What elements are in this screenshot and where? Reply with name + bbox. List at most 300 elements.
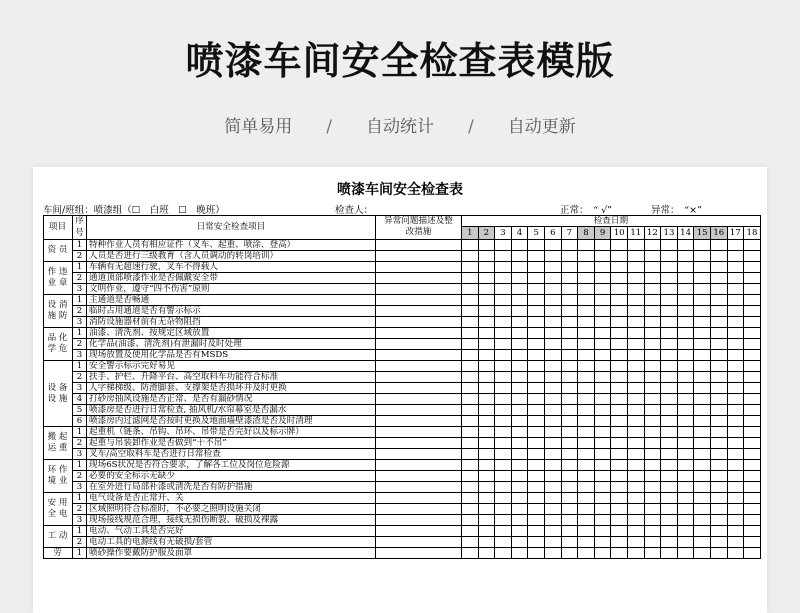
day-check-cell[interactable] [711,515,728,526]
day-check-cell[interactable] [528,416,545,427]
day-check-cell[interactable] [744,284,761,295]
day-check-cell[interactable] [595,317,612,328]
day-check-cell[interactable] [545,482,562,493]
day-check-cell[interactable] [545,317,562,328]
day-check-cell[interactable] [479,449,496,460]
day-check-cell[interactable] [562,449,579,460]
day-check-cell[interactable] [528,284,545,295]
day-check-cell[interactable] [545,493,562,504]
day-check-cell[interactable] [562,240,579,251]
day-check-cell[interactable] [744,262,761,273]
day-check-cell[interactable] [562,460,579,471]
day-check-cell[interactable] [711,328,728,339]
day-check-cell[interactable] [728,339,745,350]
day-check-cell[interactable] [545,438,562,449]
day-check-cell[interactable] [611,449,628,460]
day-check-cell[interactable] [611,394,628,405]
day-check-cell[interactable] [578,295,595,306]
day-check-cell[interactable] [545,284,562,295]
day-check-cell[interactable] [661,482,678,493]
day-check-cell[interactable] [728,449,745,460]
day-check-cell[interactable] [479,548,496,559]
day-check-cell[interactable] [645,240,662,251]
day-check-cell[interactable] [512,361,529,372]
day-check-cell[interactable] [512,482,529,493]
measure-cell[interactable] [376,284,462,295]
day-check-cell[interactable] [479,493,496,504]
day-check-cell[interactable] [512,504,529,515]
day-check-cell[interactable] [528,548,545,559]
day-check-cell[interactable] [661,328,678,339]
day-check-cell[interactable] [545,295,562,306]
day-check-cell[interactable] [545,339,562,350]
day-check-cell[interactable] [661,460,678,471]
day-check-cell[interactable] [545,537,562,548]
day-check-cell[interactable] [562,306,579,317]
day-check-cell[interactable] [495,548,512,559]
day-check-cell[interactable] [479,504,496,515]
day-check-cell[interactable] [578,361,595,372]
day-check-cell[interactable] [744,548,761,559]
day-check-cell[interactable] [744,273,761,284]
day-check-cell[interactable] [479,438,496,449]
day-check-cell[interactable] [512,284,529,295]
day-check-cell[interactable] [711,405,728,416]
day-check-cell[interactable] [711,372,728,383]
day-check-cell[interactable] [694,460,711,471]
measure-cell[interactable] [376,262,462,273]
day-check-cell[interactable] [628,394,645,405]
day-check-cell[interactable] [495,416,512,427]
day-check-cell[interactable] [628,240,645,251]
measure-cell[interactable] [376,328,462,339]
day-check-cell[interactable] [744,493,761,504]
day-check-cell[interactable] [479,284,496,295]
day-check-cell[interactable] [645,405,662,416]
measure-cell[interactable] [376,405,462,416]
day-check-cell[interactable] [678,317,695,328]
day-check-cell[interactable] [512,515,529,526]
day-check-cell[interactable] [694,317,711,328]
day-check-cell[interactable] [578,339,595,350]
day-check-cell[interactable] [611,405,628,416]
day-check-cell[interactable] [728,328,745,339]
day-check-cell[interactable] [595,460,612,471]
day-check-cell[interactable] [528,471,545,482]
day-check-cell[interactable] [578,438,595,449]
day-check-cell[interactable] [678,361,695,372]
day-check-cell[interactable] [595,427,612,438]
day-check-cell[interactable] [711,460,728,471]
day-check-cell[interactable] [744,482,761,493]
day-check-cell[interactable] [462,306,479,317]
day-check-cell[interactable] [462,537,479,548]
day-check-cell[interactable] [595,394,612,405]
day-check-cell[interactable] [562,482,579,493]
day-check-cell[interactable] [512,460,529,471]
day-check-cell[interactable] [711,526,728,537]
day-check-cell[interactable] [611,240,628,251]
day-check-cell[interactable] [645,515,662,526]
day-check-cell[interactable] [678,416,695,427]
day-check-cell[interactable] [595,383,612,394]
day-check-cell[interactable] [512,251,529,262]
day-check-cell[interactable] [678,273,695,284]
day-check-cell[interactable] [595,284,612,295]
day-check-cell[interactable] [744,328,761,339]
day-check-cell[interactable] [744,460,761,471]
day-check-cell[interactable] [728,460,745,471]
day-check-cell[interactable] [528,251,545,262]
day-check-cell[interactable] [512,438,529,449]
day-check-cell[interactable] [479,306,496,317]
day-check-cell[interactable] [744,405,761,416]
measure-cell[interactable] [376,394,462,405]
day-check-cell[interactable] [711,493,728,504]
day-check-cell[interactable] [545,306,562,317]
day-check-cell[interactable] [711,317,728,328]
day-check-cell[interactable] [595,493,612,504]
day-check-cell[interactable] [462,405,479,416]
day-check-cell[interactable] [694,427,711,438]
day-check-cell[interactable] [545,251,562,262]
day-check-cell[interactable] [678,405,695,416]
day-check-cell[interactable] [578,493,595,504]
day-check-cell[interactable] [528,306,545,317]
day-check-cell[interactable] [495,361,512,372]
day-check-cell[interactable] [528,493,545,504]
day-check-cell[interactable] [628,504,645,515]
day-check-cell[interactable] [744,515,761,526]
day-check-cell[interactable] [545,328,562,339]
day-check-cell[interactable] [495,394,512,405]
day-check-cell[interactable] [694,493,711,504]
day-check-cell[interactable] [694,482,711,493]
day-check-cell[interactable] [479,273,496,284]
day-check-cell[interactable] [578,317,595,328]
day-check-cell[interactable] [694,306,711,317]
day-check-cell[interactable] [528,328,545,339]
day-check-cell[interactable] [479,405,496,416]
day-check-cell[interactable] [711,537,728,548]
day-check-cell[interactable] [645,383,662,394]
day-check-cell[interactable] [578,383,595,394]
day-check-cell[interactable] [578,515,595,526]
day-check-cell[interactable] [744,295,761,306]
day-check-cell[interactable] [512,416,529,427]
day-check-cell[interactable] [479,383,496,394]
day-check-cell[interactable] [628,262,645,273]
day-check-cell[interactable] [528,438,545,449]
day-check-cell[interactable] [678,372,695,383]
day-check-cell[interactable] [645,317,662,328]
day-check-cell[interactable] [661,240,678,251]
day-check-cell[interactable] [728,548,745,559]
day-check-cell[interactable] [462,284,479,295]
day-check-cell[interactable] [595,537,612,548]
day-check-cell[interactable] [595,449,612,460]
day-check-cell[interactable] [611,372,628,383]
day-check-cell[interactable] [528,339,545,350]
day-check-cell[interactable] [694,240,711,251]
day-check-cell[interactable] [661,537,678,548]
day-check-cell[interactable] [744,306,761,317]
day-check-cell[interactable] [545,240,562,251]
day-check-cell[interactable] [661,284,678,295]
day-check-cell[interactable] [611,328,628,339]
day-check-cell[interactable] [495,515,512,526]
day-check-cell[interactable] [495,273,512,284]
day-check-cell[interactable] [512,372,529,383]
day-check-cell[interactable] [479,526,496,537]
day-check-cell[interactable] [728,251,745,262]
day-check-cell[interactable] [528,405,545,416]
measure-cell[interactable] [376,460,462,471]
day-check-cell[interactable] [528,537,545,548]
day-check-cell[interactable] [578,537,595,548]
day-check-cell[interactable] [645,372,662,383]
measure-cell[interactable] [376,383,462,394]
day-check-cell[interactable] [678,482,695,493]
day-check-cell[interactable] [528,394,545,405]
day-check-cell[interactable] [462,526,479,537]
day-check-cell[interactable] [578,350,595,361]
day-check-cell[interactable] [728,295,745,306]
day-check-cell[interactable] [678,284,695,295]
day-check-cell[interactable] [595,548,612,559]
day-check-cell[interactable] [578,405,595,416]
day-check-cell[interactable] [512,262,529,273]
day-check-cell[interactable] [645,504,662,515]
day-check-cell[interactable] [611,482,628,493]
measure-cell[interactable] [376,438,462,449]
day-check-cell[interactable] [595,526,612,537]
day-check-cell[interactable] [645,537,662,548]
day-check-cell[interactable] [595,295,612,306]
day-check-cell[interactable] [578,240,595,251]
day-check-cell[interactable] [479,416,496,427]
day-check-cell[interactable] [545,471,562,482]
measure-cell[interactable] [376,240,462,251]
day-check-cell[interactable] [661,405,678,416]
day-check-cell[interactable] [744,416,761,427]
day-check-cell[interactable] [562,317,579,328]
day-check-cell[interactable] [678,493,695,504]
day-check-cell[interactable] [495,339,512,350]
day-check-cell[interactable] [495,482,512,493]
day-check-cell[interactable] [744,394,761,405]
day-check-cell[interactable] [728,493,745,504]
day-check-cell[interactable] [744,526,761,537]
day-check-cell[interactable] [578,460,595,471]
day-check-cell[interactable] [611,438,628,449]
day-check-cell[interactable] [694,284,711,295]
day-check-cell[interactable] [711,471,728,482]
day-check-cell[interactable] [711,383,728,394]
day-check-cell[interactable] [628,383,645,394]
day-check-cell[interactable] [479,361,496,372]
day-check-cell[interactable] [628,306,645,317]
day-check-cell[interactable] [711,262,728,273]
day-check-cell[interactable] [628,295,645,306]
day-check-cell[interactable] [611,295,628,306]
day-check-cell[interactable] [495,526,512,537]
day-check-cell[interactable] [595,504,612,515]
day-check-cell[interactable] [595,339,612,350]
day-check-cell[interactable] [611,537,628,548]
day-check-cell[interactable] [628,493,645,504]
day-check-cell[interactable] [545,405,562,416]
day-check-cell[interactable] [512,317,529,328]
day-check-cell[interactable] [462,350,479,361]
day-check-cell[interactable] [512,526,529,537]
day-check-cell[interactable] [462,504,479,515]
day-check-cell[interactable] [578,372,595,383]
day-check-cell[interactable] [562,526,579,537]
day-check-cell[interactable] [744,427,761,438]
day-check-cell[interactable] [628,416,645,427]
day-check-cell[interactable] [661,273,678,284]
day-check-cell[interactable] [645,482,662,493]
day-check-cell[interactable] [678,526,695,537]
day-check-cell[interactable] [462,240,479,251]
day-check-cell[interactable] [578,306,595,317]
day-check-cell[interactable] [711,361,728,372]
day-check-cell[interactable] [479,328,496,339]
day-check-cell[interactable] [595,273,612,284]
day-check-cell[interactable] [479,372,496,383]
day-check-cell[interactable] [611,548,628,559]
day-check-cell[interactable] [678,427,695,438]
day-check-cell[interactable] [545,449,562,460]
day-check-cell[interactable] [611,361,628,372]
day-check-cell[interactable] [595,350,612,361]
day-check-cell[interactable] [595,361,612,372]
day-check-cell[interactable] [678,471,695,482]
day-check-cell[interactable] [595,515,612,526]
day-check-cell[interactable] [578,482,595,493]
day-check-cell[interactable] [545,548,562,559]
day-check-cell[interactable] [512,471,529,482]
day-check-cell[interactable] [562,471,579,482]
day-check-cell[interactable] [711,295,728,306]
measure-cell[interactable] [376,504,462,515]
day-check-cell[interactable] [728,427,745,438]
measure-cell[interactable] [376,350,462,361]
day-check-cell[interactable] [578,262,595,273]
measure-cell[interactable] [376,526,462,537]
day-check-cell[interactable] [562,372,579,383]
day-check-cell[interactable] [595,471,612,482]
day-check-cell[interactable] [578,427,595,438]
day-check-cell[interactable] [711,548,728,559]
day-check-cell[interactable] [728,273,745,284]
day-check-cell[interactable] [711,350,728,361]
day-check-cell[interactable] [628,273,645,284]
day-check-cell[interactable] [645,471,662,482]
day-check-cell[interactable] [545,460,562,471]
day-check-cell[interactable] [495,383,512,394]
day-check-cell[interactable] [512,339,529,350]
day-check-cell[interactable] [479,317,496,328]
day-check-cell[interactable] [462,383,479,394]
day-check-cell[interactable] [562,493,579,504]
day-check-cell[interactable] [728,537,745,548]
day-check-cell[interactable] [562,328,579,339]
day-check-cell[interactable] [562,383,579,394]
day-check-cell[interactable] [661,262,678,273]
day-check-cell[interactable] [562,416,579,427]
day-check-cell[interactable] [661,372,678,383]
day-check-cell[interactable] [661,515,678,526]
day-check-cell[interactable] [694,273,711,284]
day-check-cell[interactable] [611,273,628,284]
day-check-cell[interactable] [562,361,579,372]
day-check-cell[interactable] [694,295,711,306]
day-check-cell[interactable] [495,493,512,504]
day-check-cell[interactable] [528,273,545,284]
day-check-cell[interactable] [528,317,545,328]
day-check-cell[interactable] [678,394,695,405]
day-check-cell[interactable] [578,471,595,482]
day-check-cell[interactable] [744,317,761,328]
measure-cell[interactable] [376,482,462,493]
day-check-cell[interactable] [611,493,628,504]
day-check-cell[interactable] [512,306,529,317]
day-check-cell[interactable] [611,306,628,317]
day-check-cell[interactable] [479,471,496,482]
day-check-cell[interactable] [578,416,595,427]
day-check-cell[interactable] [545,350,562,361]
day-check-cell[interactable] [595,306,612,317]
day-check-cell[interactable] [711,339,728,350]
day-check-cell[interactable] [694,449,711,460]
day-check-cell[interactable] [528,515,545,526]
day-check-cell[interactable] [562,537,579,548]
day-check-cell[interactable] [628,284,645,295]
day-check-cell[interactable] [611,350,628,361]
day-check-cell[interactable] [744,361,761,372]
day-check-cell[interactable] [578,273,595,284]
day-check-cell[interactable] [462,251,479,262]
measure-cell[interactable] [376,493,462,504]
day-check-cell[interactable] [678,240,695,251]
day-check-cell[interactable] [528,449,545,460]
day-check-cell[interactable] [479,515,496,526]
day-check-cell[interactable] [628,438,645,449]
day-check-cell[interactable] [694,394,711,405]
day-check-cell[interactable] [562,295,579,306]
day-check-cell[interactable] [462,548,479,559]
day-check-cell[interactable] [728,306,745,317]
day-check-cell[interactable] [611,284,628,295]
day-check-cell[interactable] [562,515,579,526]
day-check-cell[interactable] [694,350,711,361]
day-check-cell[interactable] [528,295,545,306]
day-check-cell[interactable] [545,515,562,526]
day-check-cell[interactable] [711,284,728,295]
day-check-cell[interactable] [528,350,545,361]
day-check-cell[interactable] [678,504,695,515]
day-check-cell[interactable] [595,482,612,493]
day-check-cell[interactable] [495,350,512,361]
day-check-cell[interactable] [512,493,529,504]
day-check-cell[interactable] [661,394,678,405]
day-check-cell[interactable] [462,416,479,427]
day-check-cell[interactable] [545,416,562,427]
day-check-cell[interactable] [545,427,562,438]
day-check-cell[interactable] [545,372,562,383]
